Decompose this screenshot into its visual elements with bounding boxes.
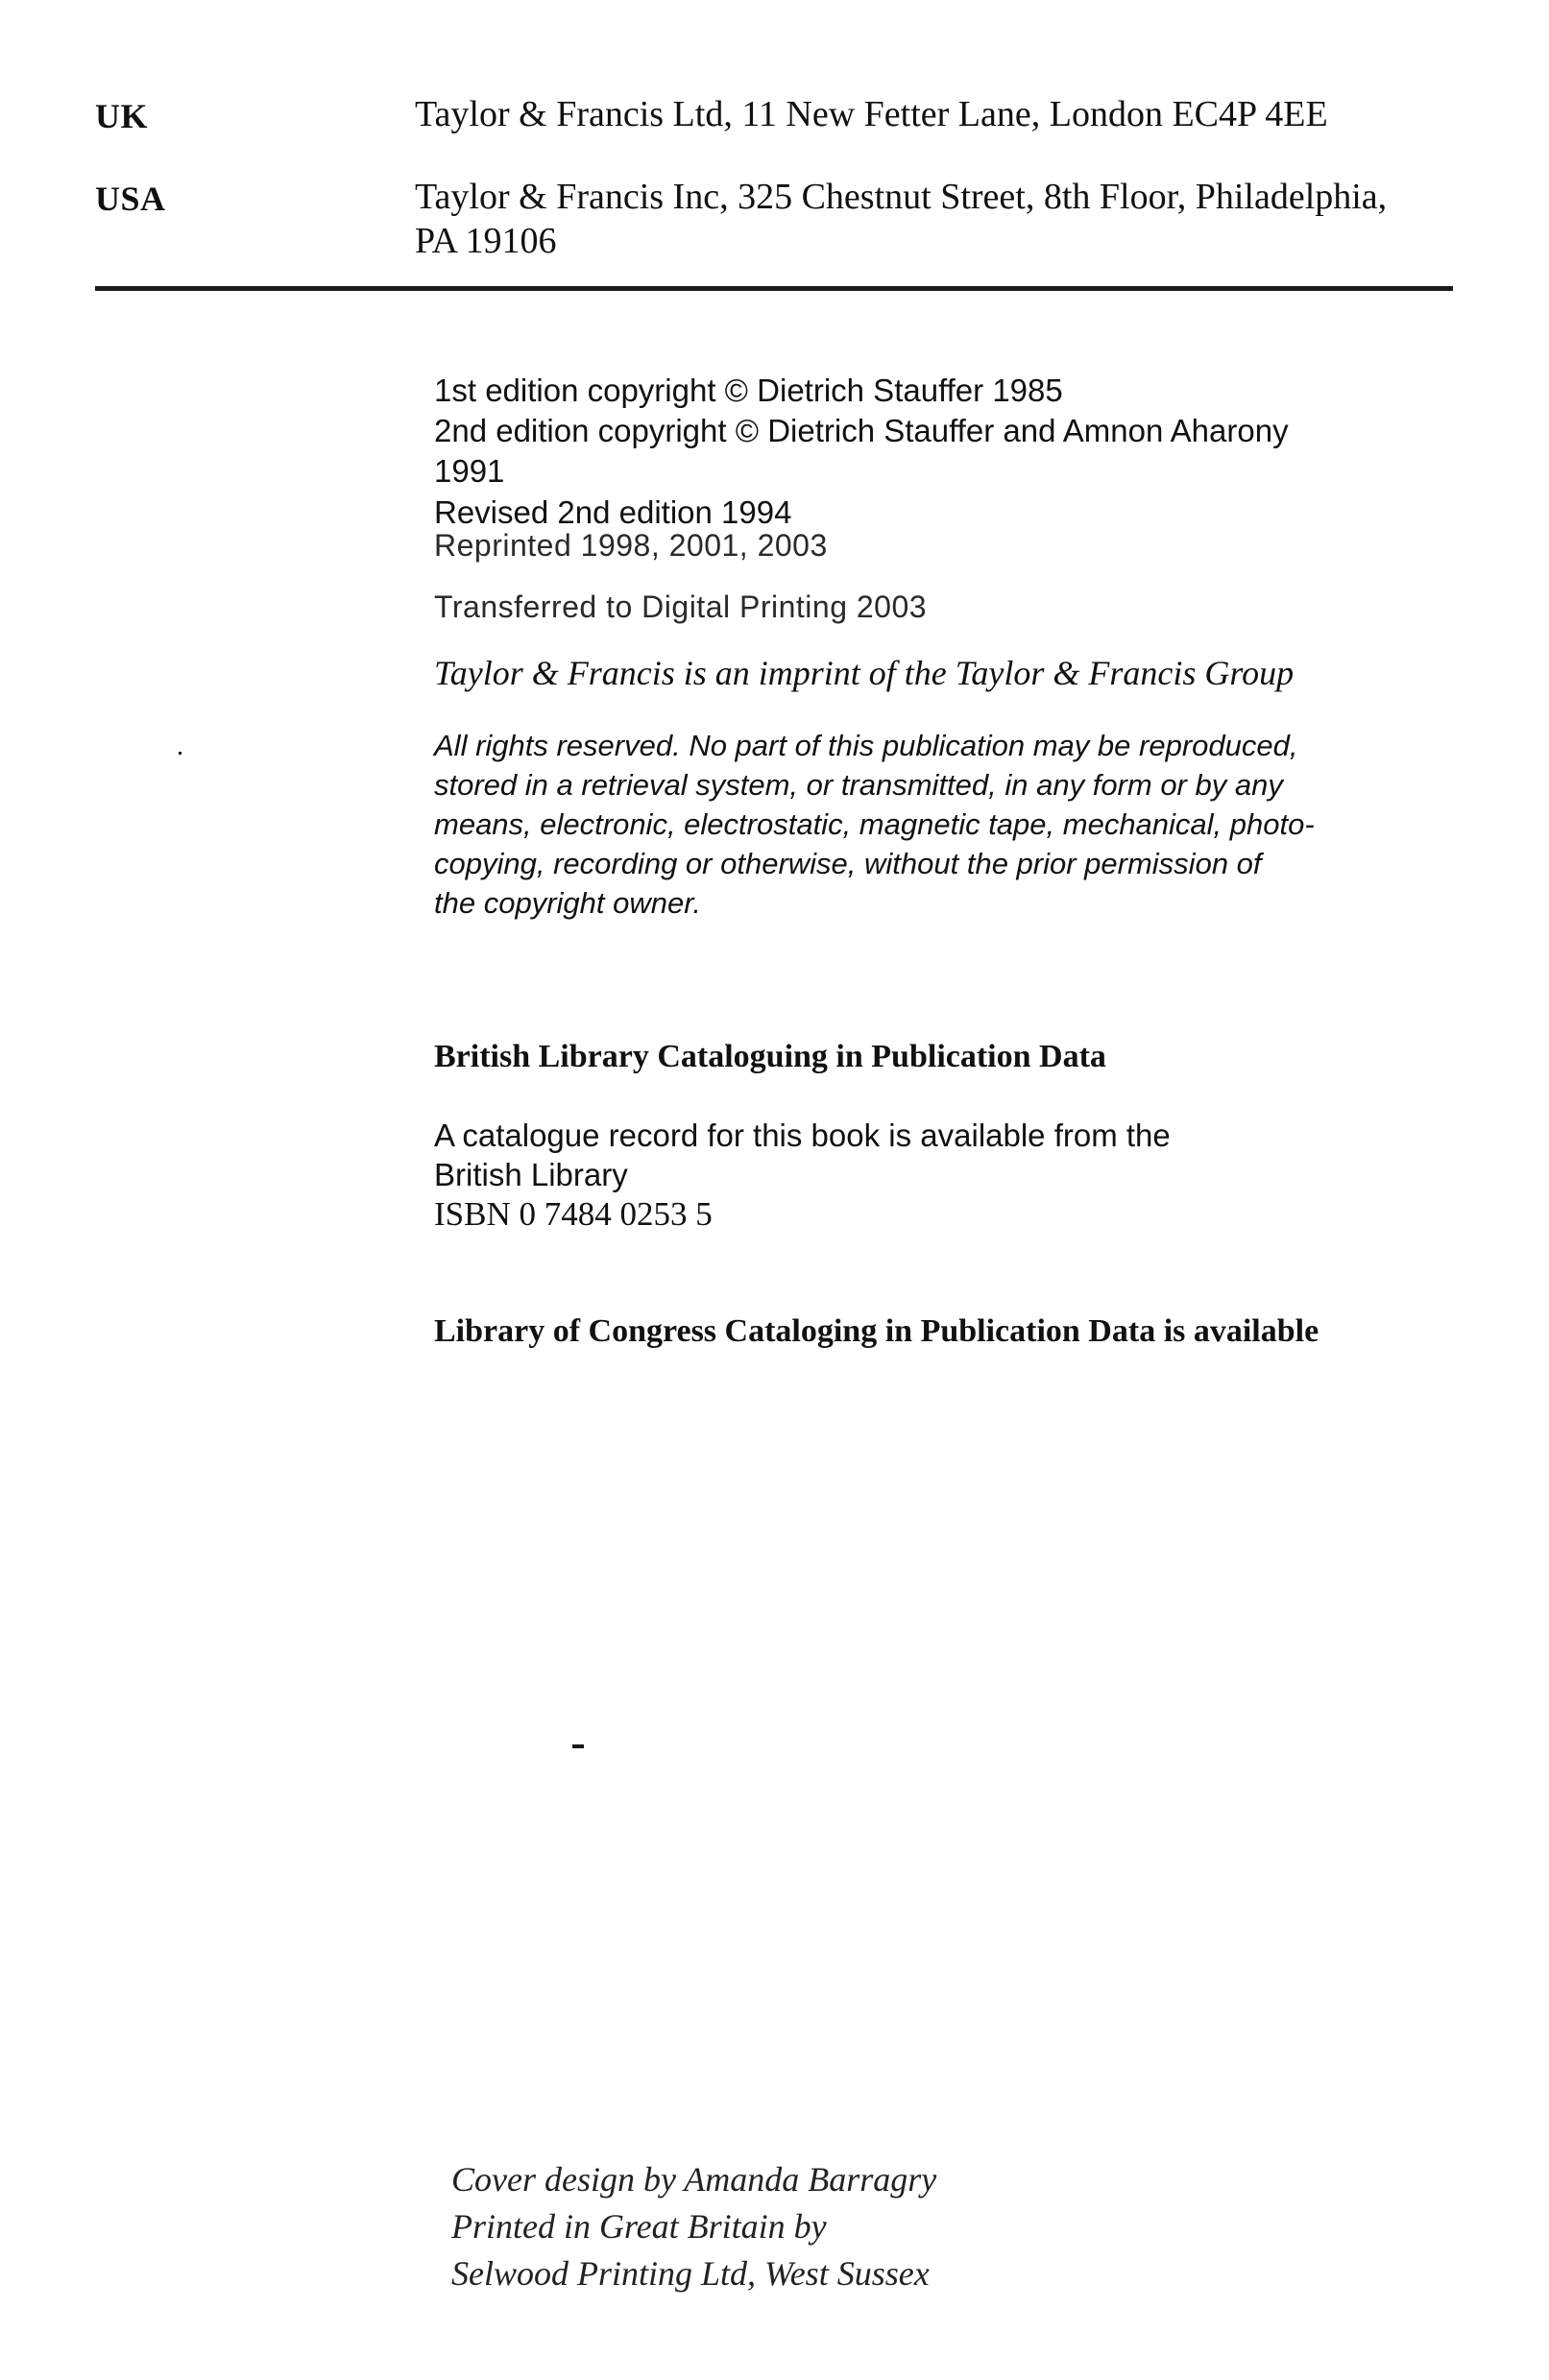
rights-line: copying, recording or otherwise, without the prior permission of — [434, 847, 1262, 880]
british-library-record — [434, 1116, 1171, 1234]
uk-address: Taylor & Francis Ltd, 11 New Fetter Lane, London EC4P 4EE — [415, 94, 1328, 134]
usa-address-line-1: Taylor & Francis Inc, 325 Chestnut Street, 8th Floor, Philadelphia, — [415, 177, 1388, 217]
credit-line: Selwood Printing Ltd, West Sussex — [451, 2254, 930, 2293]
section-divider — [95, 286, 1453, 291]
second-edition-year: 1991 — [434, 453, 505, 489]
credit-line: Cover design by Amanda Barragry — [451, 2160, 937, 2199]
country-usa-label: USA — [95, 180, 166, 218]
country-uk-label: UK — [95, 97, 148, 135]
british-library-heading: British Library Cataloguing in Publication Data — [434, 1039, 1106, 1074]
imprint-statement: Taylor & Francis is an imprint of the Taylor & Francis Group — [434, 654, 1295, 692]
second-edition-copyright: 2nd edition copyright © Dietrich Stauffer and Amnon Aharony — [434, 413, 1289, 448]
isbn: ISBN 0 7484 0253 5 — [434, 1195, 713, 1233]
production-credits — [451, 2156, 936, 2297]
first-edition-copyright: 1st edition copyright © Dietrich Stauffer 1985 — [434, 373, 1063, 408]
scan-dash-mark — [572, 1744, 584, 1748]
usa-address-line-2: PA 19106 — [415, 221, 557, 261]
rights-statement — [434, 726, 1452, 923]
reprinted-years: Reprinted 1998, 2001, 2003 — [434, 528, 828, 563]
catalogue-line: British Library — [434, 1157, 628, 1192]
rights-line: means, electronic, electrostatic, magnetic tape, mechanical, photo- — [434, 807, 1315, 841]
library-of-congress-heading: Library of Congress Cataloging in Publication Data is available — [434, 1313, 1319, 1349]
rights-line: the copyright owner. — [434, 886, 702, 920]
scan-speck — [179, 752, 182, 755]
credit-line: Printed in Great Britain by — [451, 2207, 827, 2246]
digital-printing-note: Transferred to Digital Printing 2003 — [434, 589, 928, 624]
rights-line: All rights reserved. No part of this publication may be reproduced, — [434, 729, 1298, 762]
catalogue-line: A catalogue record for this book is available from the — [434, 1118, 1171, 1153]
revised-edition: Revised 2nd edition 1994 — [434, 494, 792, 530]
rights-line: stored in a retrieval system, or transmitted, in any form or by any — [434, 768, 1283, 802]
